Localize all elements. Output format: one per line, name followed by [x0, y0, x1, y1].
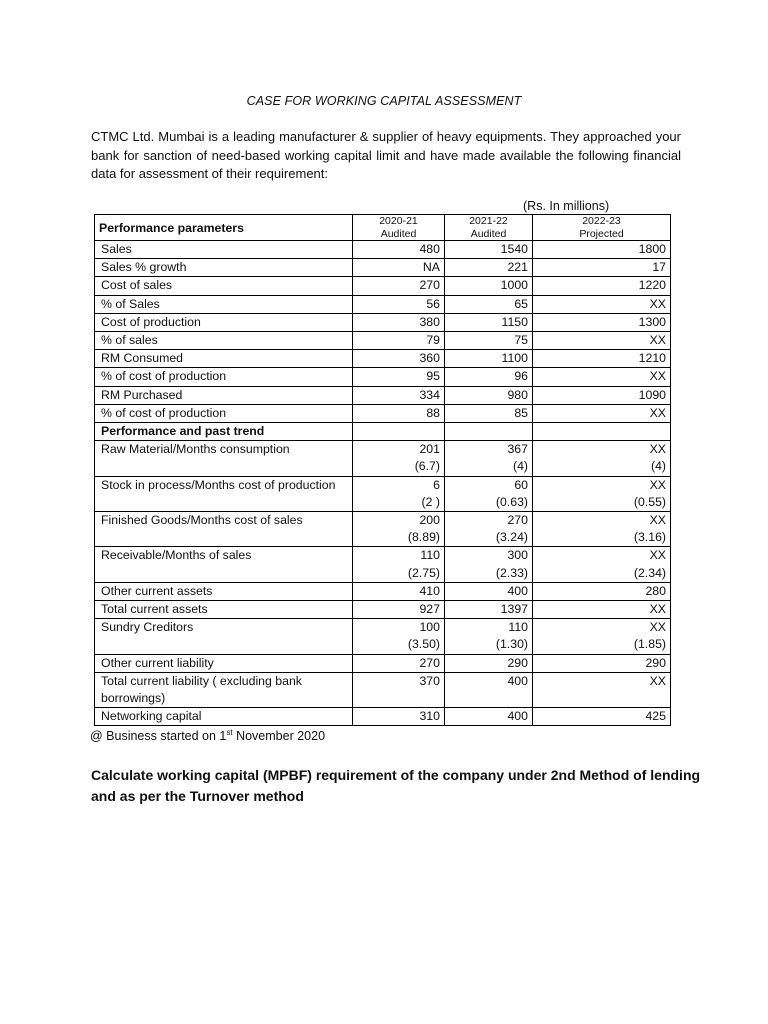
cell-2022-23 — [533, 708, 671, 726]
row-label — [95, 386, 353, 404]
table-row — [95, 404, 671, 422]
table-row — [95, 259, 671, 277]
row-label-text: RM Purchased — [101, 387, 183, 402]
cell-value: 400 — [507, 583, 528, 598]
row-label — [95, 423, 353, 441]
cell-value: 270 — [507, 513, 528, 528]
header-year: 2022-23 — [582, 215, 621, 227]
cell-months-value: (8.89) — [407, 530, 440, 545]
table-row — [95, 601, 671, 619]
cell-2021-22 — [445, 547, 533, 582]
cell-value: 290 — [507, 655, 528, 670]
cell-2020-21 — [353, 619, 445, 654]
cell-2021-22 — [445, 350, 533, 368]
row-label-text: % of Sales — [101, 296, 160, 311]
cell-2020-21 — [353, 547, 445, 582]
cell-value: 290 — [645, 655, 666, 670]
table-row — [95, 295, 671, 313]
cell-2021-22 — [445, 441, 533, 476]
footnote-superscript: st — [226, 728, 233, 737]
cell-2022-23 — [533, 368, 671, 386]
header-col-2022-23 — [533, 215, 671, 241]
cell-value: 400 — [507, 709, 528, 724]
row-label-text: Receivable/Months of sales — [101, 548, 252, 563]
cell-value: 95 — [426, 369, 440, 384]
footnote-text: @ Business started on 1 — [90, 729, 227, 744]
cell-2022-23 — [533, 547, 671, 582]
row-label — [95, 601, 353, 619]
cell-2021-22 — [445, 404, 533, 422]
cell-value: 200 — [419, 513, 440, 528]
table-row — [95, 547, 671, 582]
row-label-text: % of cost of production — [101, 369, 227, 384]
cell-value: 310 — [419, 709, 440, 724]
cell-value: 88 — [426, 405, 440, 420]
table-row — [95, 386, 671, 404]
cell-value: XX — [649, 602, 666, 617]
row-label — [95, 259, 353, 277]
table-row — [95, 350, 671, 368]
cell-2021-22 — [445, 295, 533, 313]
cell-months-value: (4) — [512, 459, 528, 474]
table-row — [95, 476, 671, 511]
cell-value: 480 — [419, 242, 440, 256]
cell-2022-23 — [533, 295, 671, 313]
cell-value: 79 — [426, 333, 440, 348]
cell-2020-21 — [353, 277, 445, 295]
table-row — [95, 241, 671, 259]
row-label-text: Cost of sales — [101, 278, 173, 293]
cell-value: 927 — [419, 602, 440, 617]
table-row — [95, 512, 671, 547]
cell-value: 60 — [514, 477, 528, 492]
row-label — [95, 672, 353, 707]
cell-value: XX — [649, 477, 666, 492]
row-label — [95, 277, 353, 295]
cell-2020-21 — [353, 368, 445, 386]
cell-value: 367 — [507, 442, 528, 457]
cell-value: 980 — [507, 387, 528, 402]
cell-value: 1150 — [501, 314, 528, 329]
footnote-text-end: November 2020 — [232, 729, 326, 744]
cell-2020-21 — [353, 313, 445, 331]
cell-value: XX — [649, 333, 666, 348]
cell-value: XX — [649, 405, 666, 420]
cell-2021-22 — [445, 512, 533, 547]
cell-2022-23 — [533, 313, 671, 331]
row-label-text: Sales — [101, 242, 132, 256]
cell-months-value: (1.30) — [495, 637, 528, 652]
cell-value: XX — [649, 296, 666, 311]
cell-2022-23 — [533, 332, 671, 350]
table-header-row — [95, 215, 671, 241]
table-row — [95, 332, 671, 350]
intro-paragraph: CTMC Ltd. Mumbai is a leading manufacturer & supplier of heavy equipments. They approached your bank for sanction of need-based working capital limit and have made available the following financial data for assessment of their requirement: — [91, 129, 681, 181]
row-label — [95, 332, 353, 350]
cell-2020-21 — [353, 708, 445, 726]
table-row — [95, 441, 671, 476]
cell-value: 380 — [419, 314, 440, 329]
table-row — [95, 368, 671, 386]
cell-2020-21 — [353, 350, 445, 368]
row-label — [95, 368, 353, 386]
row-label-text: Networking capital — [101, 709, 202, 724]
cell-value: 221 — [507, 260, 528, 275]
cell-value: 410 — [419, 583, 440, 598]
cell-months-value: (2.75) — [407, 565, 440, 580]
cell-value: 1540 — [500, 242, 528, 256]
cell-2020-21 — [353, 512, 445, 547]
row-label-text: Other current assets — [101, 583, 213, 598]
table-row — [95, 672, 671, 707]
cell-value: 100 — [419, 620, 440, 635]
cell-2020-21 — [353, 241, 445, 259]
row-label — [95, 241, 353, 259]
cell-value: 334 — [419, 387, 440, 402]
row-label-text: % of cost of production — [101, 405, 227, 420]
row-label — [95, 512, 353, 547]
table-row — [95, 582, 671, 600]
row-label — [95, 619, 353, 654]
row-label-text: Raw Material/Months consumption — [101, 442, 290, 457]
cell-months-value: (3.16) — [633, 530, 666, 545]
cell-months-value: (1.85) — [633, 637, 666, 652]
cell-value: 1090 — [638, 387, 666, 402]
cell-2022-23 — [533, 386, 671, 404]
row-label-text: Sundry Creditors — [101, 620, 194, 635]
cell-2021-22 — [445, 241, 533, 259]
row-label-text: Total current liability ( excluding bank — [101, 673, 302, 688]
cell-value: 17 — [652, 260, 666, 275]
row-label — [95, 295, 353, 313]
cell-2020-21 — [353, 672, 445, 707]
table-row — [95, 654, 671, 672]
cell-value: NA — [422, 260, 440, 275]
cell-months-value: (4) — [650, 459, 666, 474]
cell-2022-23 — [533, 601, 671, 619]
row-label — [95, 708, 353, 726]
table-row — [95, 423, 671, 441]
cell-value: 65 — [514, 296, 528, 311]
row-label-text: Total current assets — [101, 602, 208, 617]
cell-2022-23 — [533, 619, 671, 654]
cell-value: 270 — [419, 655, 440, 670]
header-type: Audited — [470, 227, 507, 240]
table-row — [95, 277, 671, 295]
question-text: Calculate working capital (MPBF) requirement of the company under 2nd Method of lending and as per the Turnover method — [91, 767, 701, 804]
row-label-text: Sales % growth — [101, 260, 187, 275]
cell-value: 1220 — [638, 278, 666, 293]
cell-value: XX — [649, 620, 666, 635]
table-row — [95, 313, 671, 331]
cell-2022-23 — [533, 259, 671, 277]
cell-value: XX — [649, 673, 666, 688]
cell-2021-22 — [445, 601, 533, 619]
cell-value: 280 — [645, 583, 666, 598]
cell-2022-23 — [533, 241, 671, 259]
units-note: (Rs. In millions) — [523, 199, 610, 213]
cell-value: 400 — [507, 673, 528, 688]
cell-value: 1100 — [501, 351, 528, 366]
cell-value: 270 — [419, 278, 440, 293]
cell-2021-22 — [445, 386, 533, 404]
cell-value: 56 — [426, 296, 440, 311]
cell-2020-21 — [353, 332, 445, 350]
cell-value: 201 — [419, 442, 440, 457]
row-label-text-cont: borrowings) — [101, 691, 166, 706]
row-label — [95, 350, 353, 368]
row-label-text: Cost of production — [101, 314, 201, 329]
cell-2020-21 — [353, 295, 445, 313]
cell-months-value: (3.24) — [495, 530, 528, 545]
header-year: 2021-22 — [469, 215, 508, 227]
cell-2021-22 — [445, 476, 533, 511]
header-type: Projected — [579, 227, 624, 240]
row-label-text: Performance and past trend — [101, 424, 265, 439]
cell-months-value: (2 ) — [421, 494, 440, 509]
cell-2020-21 — [353, 404, 445, 422]
cell-2021-22 — [445, 277, 533, 295]
cell-2022-23 — [533, 582, 671, 600]
table-row — [95, 619, 671, 654]
cell-2021-22 — [445, 332, 533, 350]
cell-2020-21 — [353, 654, 445, 672]
document-title: CASE FOR WORKING CAPITAL ASSESSMENT — [246, 94, 522, 108]
cell-value: 110 — [508, 620, 528, 635]
header-year: 2020-21 — [379, 215, 418, 227]
cell-value: 1000 — [500, 278, 528, 293]
row-label-text: % of sales — [101, 333, 158, 348]
cell-value: 370 — [419, 673, 440, 688]
cell-2022-23 — [533, 512, 671, 547]
cell-2022-23 — [533, 404, 671, 422]
table-row — [95, 708, 671, 726]
header-col-2021-22 — [445, 215, 533, 241]
cell-months-value: (2.33) — [495, 565, 528, 580]
cell-2021-22 — [445, 654, 533, 672]
cell-2022-23 — [533, 476, 671, 511]
cell-2021-22 — [445, 708, 533, 726]
cell-2022-23 — [533, 277, 671, 295]
cell-value: 1210 — [638, 351, 666, 366]
cell-2021-22 — [445, 582, 533, 600]
cell-2020-21 — [353, 386, 445, 404]
cell-2021-22 — [445, 368, 533, 386]
cell-2020-21 — [353, 259, 445, 277]
row-label-text: RM Consumed — [101, 351, 184, 366]
cell-value: 96 — [514, 369, 528, 384]
row-label — [95, 654, 353, 672]
cell-2021-22 — [445, 259, 533, 277]
cell-months-value: (0.55) — [633, 494, 666, 509]
row-label — [95, 547, 353, 582]
cell-months-value: (3.50) — [407, 637, 440, 652]
cell-value: 1397 — [500, 602, 528, 617]
row-label — [95, 582, 353, 600]
header-type: Audited — [380, 227, 417, 240]
header-performance-parameters: Performance parameters — [95, 215, 353, 241]
cell-2021-22 — [445, 672, 533, 707]
row-label — [95, 476, 353, 511]
cell-2020-21 — [353, 582, 445, 600]
cell-value: 1300 — [638, 314, 666, 329]
cell-value: 75 — [514, 333, 528, 348]
cell-value: 360 — [419, 351, 440, 366]
cell-months-value: (6.7) — [414, 459, 440, 474]
cell-months-value: (2.34) — [633, 565, 666, 580]
cell-value: XX — [649, 548, 666, 563]
cell-value: 1800 — [638, 242, 666, 256]
financial-data-table — [94, 214, 671, 726]
row-label — [95, 404, 353, 422]
cell-value: XX — [649, 442, 666, 457]
cell-2022-23 — [533, 672, 671, 707]
cell-2021-22 — [445, 619, 533, 654]
cell-value: 425 — [645, 709, 666, 724]
cell-2020-21 — [353, 476, 445, 511]
cell-value: 85 — [514, 405, 528, 420]
cell-2020-21 — [353, 423, 445, 441]
row-label-text: Stock in process/Months cost of production — [101, 477, 336, 492]
row-label-text: Other current liability — [101, 655, 214, 670]
cell-2021-22 — [445, 423, 533, 441]
cell-months-value: (0.63) — [495, 494, 528, 509]
cell-value: 6 — [433, 477, 440, 492]
cell-2022-23 — [533, 423, 671, 441]
cell-value: XX — [649, 513, 666, 528]
header-col-2020-21 — [353, 215, 445, 241]
row-label — [95, 441, 353, 476]
cell-2020-21 — [353, 601, 445, 619]
cell-2022-23 — [533, 441, 671, 476]
cell-2022-23 — [533, 350, 671, 368]
cell-value: 300 — [507, 548, 528, 563]
cell-2022-23 — [533, 654, 671, 672]
cell-value: XX — [649, 369, 666, 384]
footnote — [90, 728, 325, 743]
cell-2021-22 — [445, 313, 533, 331]
row-label-text: Finished Goods/Months cost of sales — [101, 513, 303, 528]
cell-value: 110 — [420, 548, 440, 563]
row-label — [95, 313, 353, 331]
cell-2020-21 — [353, 441, 445, 476]
